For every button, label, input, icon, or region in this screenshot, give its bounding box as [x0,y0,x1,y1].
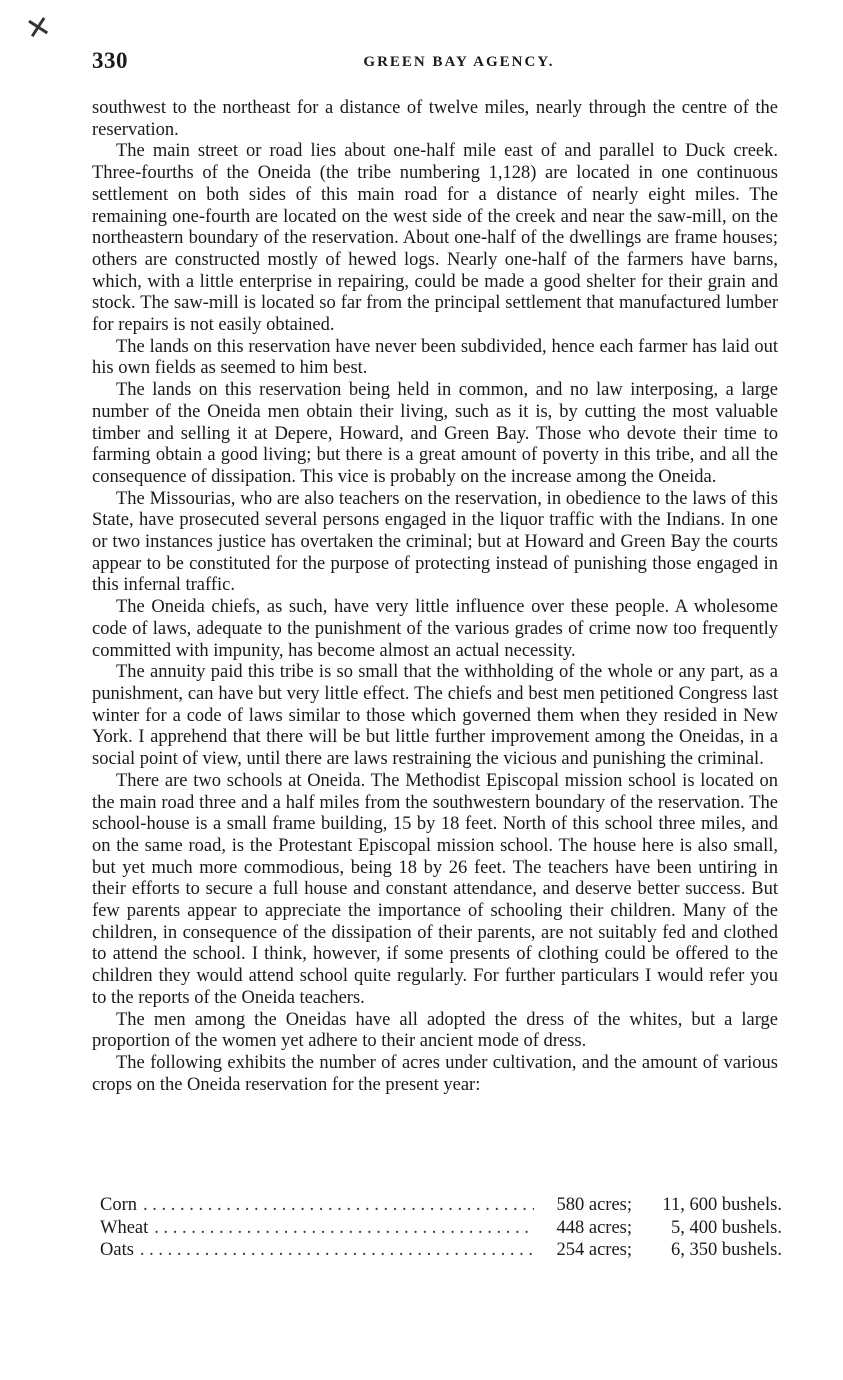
crop-acres: 580 acres; [556,1195,632,1215]
paragraph: southwest to the northeast for a distance of twelve miles, nearly through the centre of the reservation. [92,98,778,140]
dot-leader [140,1239,534,1262]
dot-leader [143,1194,534,1217]
crop-bushels: 5, 400 bushels. [671,1217,782,1238]
page-header [92,48,776,78]
paragraph: The men among the Oneidas have all adopted the dress of the whites, but a large proportion of the women yet adhere to their ancient mode of dress. [92,1009,778,1052]
crop-row [100,1194,782,1217]
crop-bushels: 6, 350 bushels. [671,1240,782,1260]
crop-acres: 254 acres; [556,1240,632,1260]
crop-name: Corn [100,1195,137,1215]
paragraph: The Missourias, who are also teachers on the reservation, in obedience to the laws of this State, have prosecuted several persons engaged in the liquor traffic with the Indians. In one or two instances justice has overtaken the criminal; but at Howard and Green Bay the courts appear to be constituted for the purpose of protecting instead of punishing those engaged in this infernal traffic. [92,488,778,596]
paragraph: The annuity paid this tribe is so small that the withholding of the whole or any part, as a punishment, can have but very little effect. The chiefs and best men petitioned Congress last winter for a code of laws similar to those which governed them when they resided in New York. I apprehend that there will be but little further improvement among the Oneidas, in a social point of view, until there are laws restraining the vicious and punishing the criminal. [92,662,778,770]
handwritten-mark: ✕ [22,8,55,49]
paragraph: There are two schools at Oneida. The Methodist Episcopal mission school is located on the main road three and a half miles from the southwestern boundary of the reservation. The school-house is a small frame building, 15 by 18 feet. North of this school three miles, and on the same road, is the Protestant Episcopal mission school. The house here is also small, but yet much more commodious, being 18 by 26 feet. The teachers have been untiring in their efforts to secure a full house and constant attendance, and deserve better success. But few parents appear to appreciate the importance of schooling their children. Many of the children, in consequence of the dissipation of their parents, are not suitably fed and clothed to attend the school. I think, however, if some presents of clothing could be offered to the children they would attend school quite regularly. For further particulars I would refer you to the reports of the Oneida teachers. [92,770,778,1008]
crop-bushels: 11, 600 bushels. [662,1195,782,1215]
dot-leader [154,1217,534,1240]
paragraph: The Oneida chiefs, as such, have very little influence over these people. A wholesome code of laws, adequate to the punishment of the various grades of crime now too frequently committed with impunity, has become almost an actual necessity. [92,597,778,661]
paragraph: The lands on this reservation have never been subdivided, hence each farmer has laid out his own fields as seemed to him best. [92,336,778,379]
crop-row [100,1239,782,1262]
paragraph: The main street or road lies about one-half mile east of and parallel to Duck creek. Three-fourths of the Oneida (the tribe numbering 1,128) are located in one continuous settlement on both sides of this main road for a distance of nearly eight miles. The remaining one-fourth are located on the west side of the creek and near the saw-mill, on the northeastern boundary of the reservation. About one-half of the dwellings are frame houses; others are constructed mostly of hewed logs. Nearly one-half of the farmers have barns, which, with a little enterprise in repairing, could be made a good shelter for their grain and stock. The saw-mill is located so far from the principal settlement that manufactured lumber for repairs is not easily obtained. [92,141,778,336]
body-text [92,98,778,1096]
crop-table [100,1194,782,1262]
crop-name: Wheat [100,1217,149,1238]
crop-name: Oats [100,1240,134,1260]
running-title: GREEN BAY AGENCY. [363,54,555,70]
paragraph: The following exhibits the number of acres under cultivation, and the amount of various crops on the Oneida reservation for the present year: [92,1052,778,1095]
paragraph: The lands on this reservation being held in common, and no law interposing, a large number of the Oneida men obtain their living, such as it is, by cutting the most valuable timber and selling it at Depere, Howard, and Green Bay. Those who devote their time to farming obtain a good living; but there is a great amount of poverty in this tribe, and all the consequence of dissipation. This vice is probably on the increase among the Oneida. [92,380,778,487]
crop-acres: 448 acres; [556,1217,632,1238]
page-number: 330 [92,48,128,73]
crop-row [100,1217,782,1240]
